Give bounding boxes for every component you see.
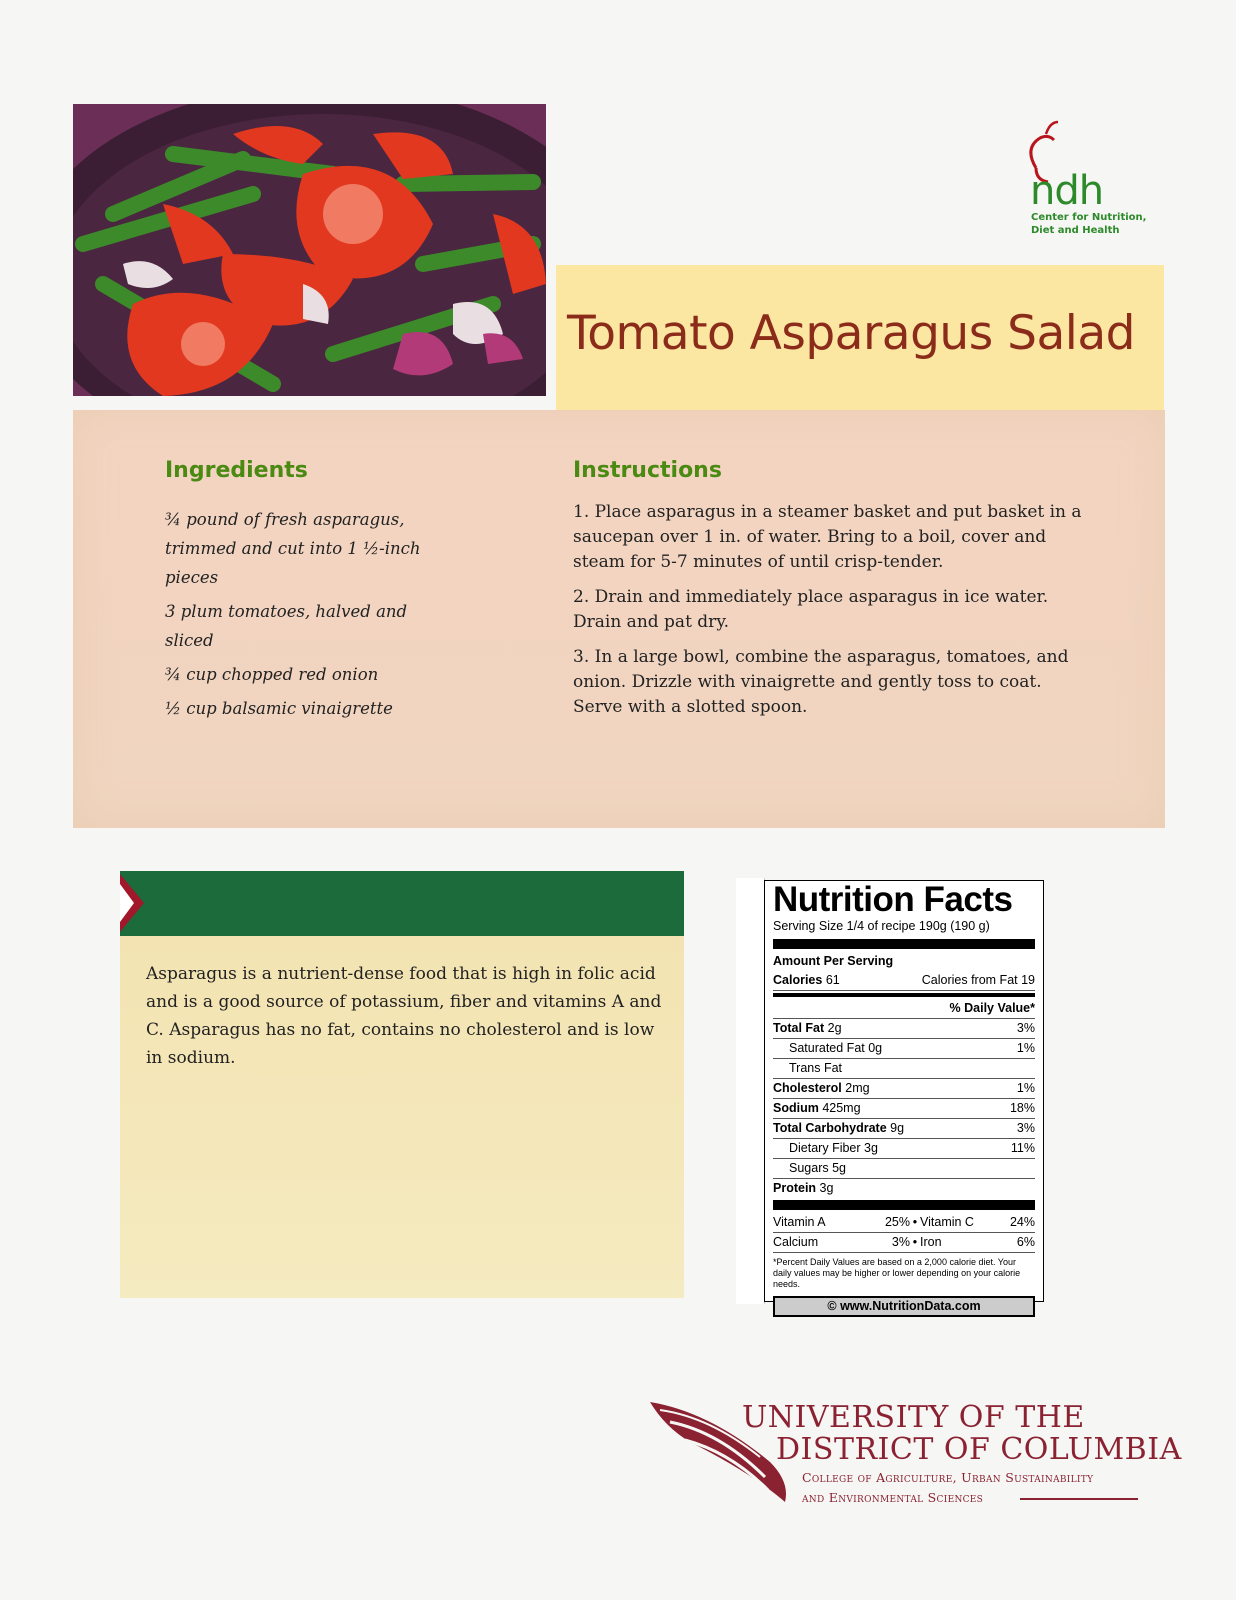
calories-row: Calories 61 Calories from Fat 19 (773, 971, 1035, 991)
university-name-line2: DISTRICT OF COLUMBIA (776, 1432, 1182, 1467)
carbohydrate-row: Total Carbohydrate 9g 3% (773, 1119, 1035, 1139)
ndh-wordmark: ndh (1030, 168, 1104, 214)
saturated-fat-row: Saturated Fat 0g 1% (773, 1039, 1035, 1059)
minerals-row: Calcium 3% • Iron 6% (773, 1233, 1035, 1253)
ingredients-heading: Ingredients (165, 458, 308, 483)
college-name-line1: College of Agriculture, Urban Sustainability (802, 1470, 1094, 1485)
arrow-inner-icon (120, 884, 134, 922)
nutrition-title: Nutrition Facts (773, 880, 1013, 919)
ndh-subtitle: Center for Nutrition, Diet and Health (1031, 212, 1147, 236)
daily-value-header: % Daily Value* (773, 999, 1035, 1019)
nutrition-facts-label (764, 880, 1044, 1313)
nutrition-footnote: *Percent Daily Values are based on a 2,000 calorie diet. Your daily values may be higher or lower depending on your calorie needs. (773, 1257, 1021, 1289)
college-name-line2: and Environmental Sciences (802, 1490, 984, 1505)
trans-fat-row: Trans Fat (773, 1059, 1035, 1079)
fact-text: Asparagus is a nutrient-dense food that is high in folic acid and is a good source of potassium, fiber and vitamins A and C. Asparagus has no fat, contains no cholesterol and is low in sodium. (146, 964, 662, 1068)
serving-size: Serving Size 1/4 of recipe 190g (190 g) (773, 919, 990, 933)
fiber-row: Dietary Fiber 3g 11% (773, 1139, 1035, 1159)
instructions-heading: Instructions (573, 458, 722, 483)
list-item: ¾ cup chopped red onion (165, 665, 379, 684)
instructions-list (573, 500, 1093, 730)
nutrition-label-margin (736, 878, 765, 1304)
list-item: ½ cup balsamic vinaigrette (165, 699, 393, 718)
total-fat-row: Total Fat 2g 3% (773, 1019, 1035, 1039)
instruction-step: 2. Drain and immediately place asparagus in ice water. Drain and pat dry. (573, 587, 1049, 632)
list-item: ¾ pound of fresh asparagus, trimmed and cut into 1 ½-inch pieces (165, 510, 421, 587)
sugars-row: Sugars 5g (773, 1159, 1035, 1179)
divider (1020, 1498, 1138, 1500)
page-title: Tomato Asparagus Salad (567, 306, 1135, 361)
ingredients-list (165, 505, 435, 728)
sodium-row: Sodium 425mg 18% (773, 1099, 1035, 1119)
nutrition-source: © www.NutritionData.com (773, 1296, 1035, 1317)
instruction-step: 1. Place asparagus in a steamer basket and put basket in a saucepan over 1 in. of water. Bring to a boil, cover and steam for 5-7 minutes of until crisp-tender. (573, 502, 1082, 572)
salad-photo (73, 104, 546, 396)
list-item: 3 plum tomatoes, halved and sliced (165, 602, 408, 650)
fact-header-band (120, 871, 684, 936)
university-name-line1: UNIVERSITY OF THE (742, 1400, 1085, 1435)
cholesterol-row: Cholesterol 2mg 1% (773, 1079, 1035, 1099)
vitamins-row: Vitamin A 25% • Vitamin C 24% (773, 1213, 1035, 1233)
protein-row: Protein 3g (773, 1181, 834, 1195)
amount-per-serving: Amount Per Serving (773, 954, 894, 968)
instruction-step: 3. In a large bowl, combine the asparagus, tomatoes, and onion. Drizzle with vinaigrette and gently toss to coat. Serve with a slotted spoon. (573, 647, 1069, 717)
